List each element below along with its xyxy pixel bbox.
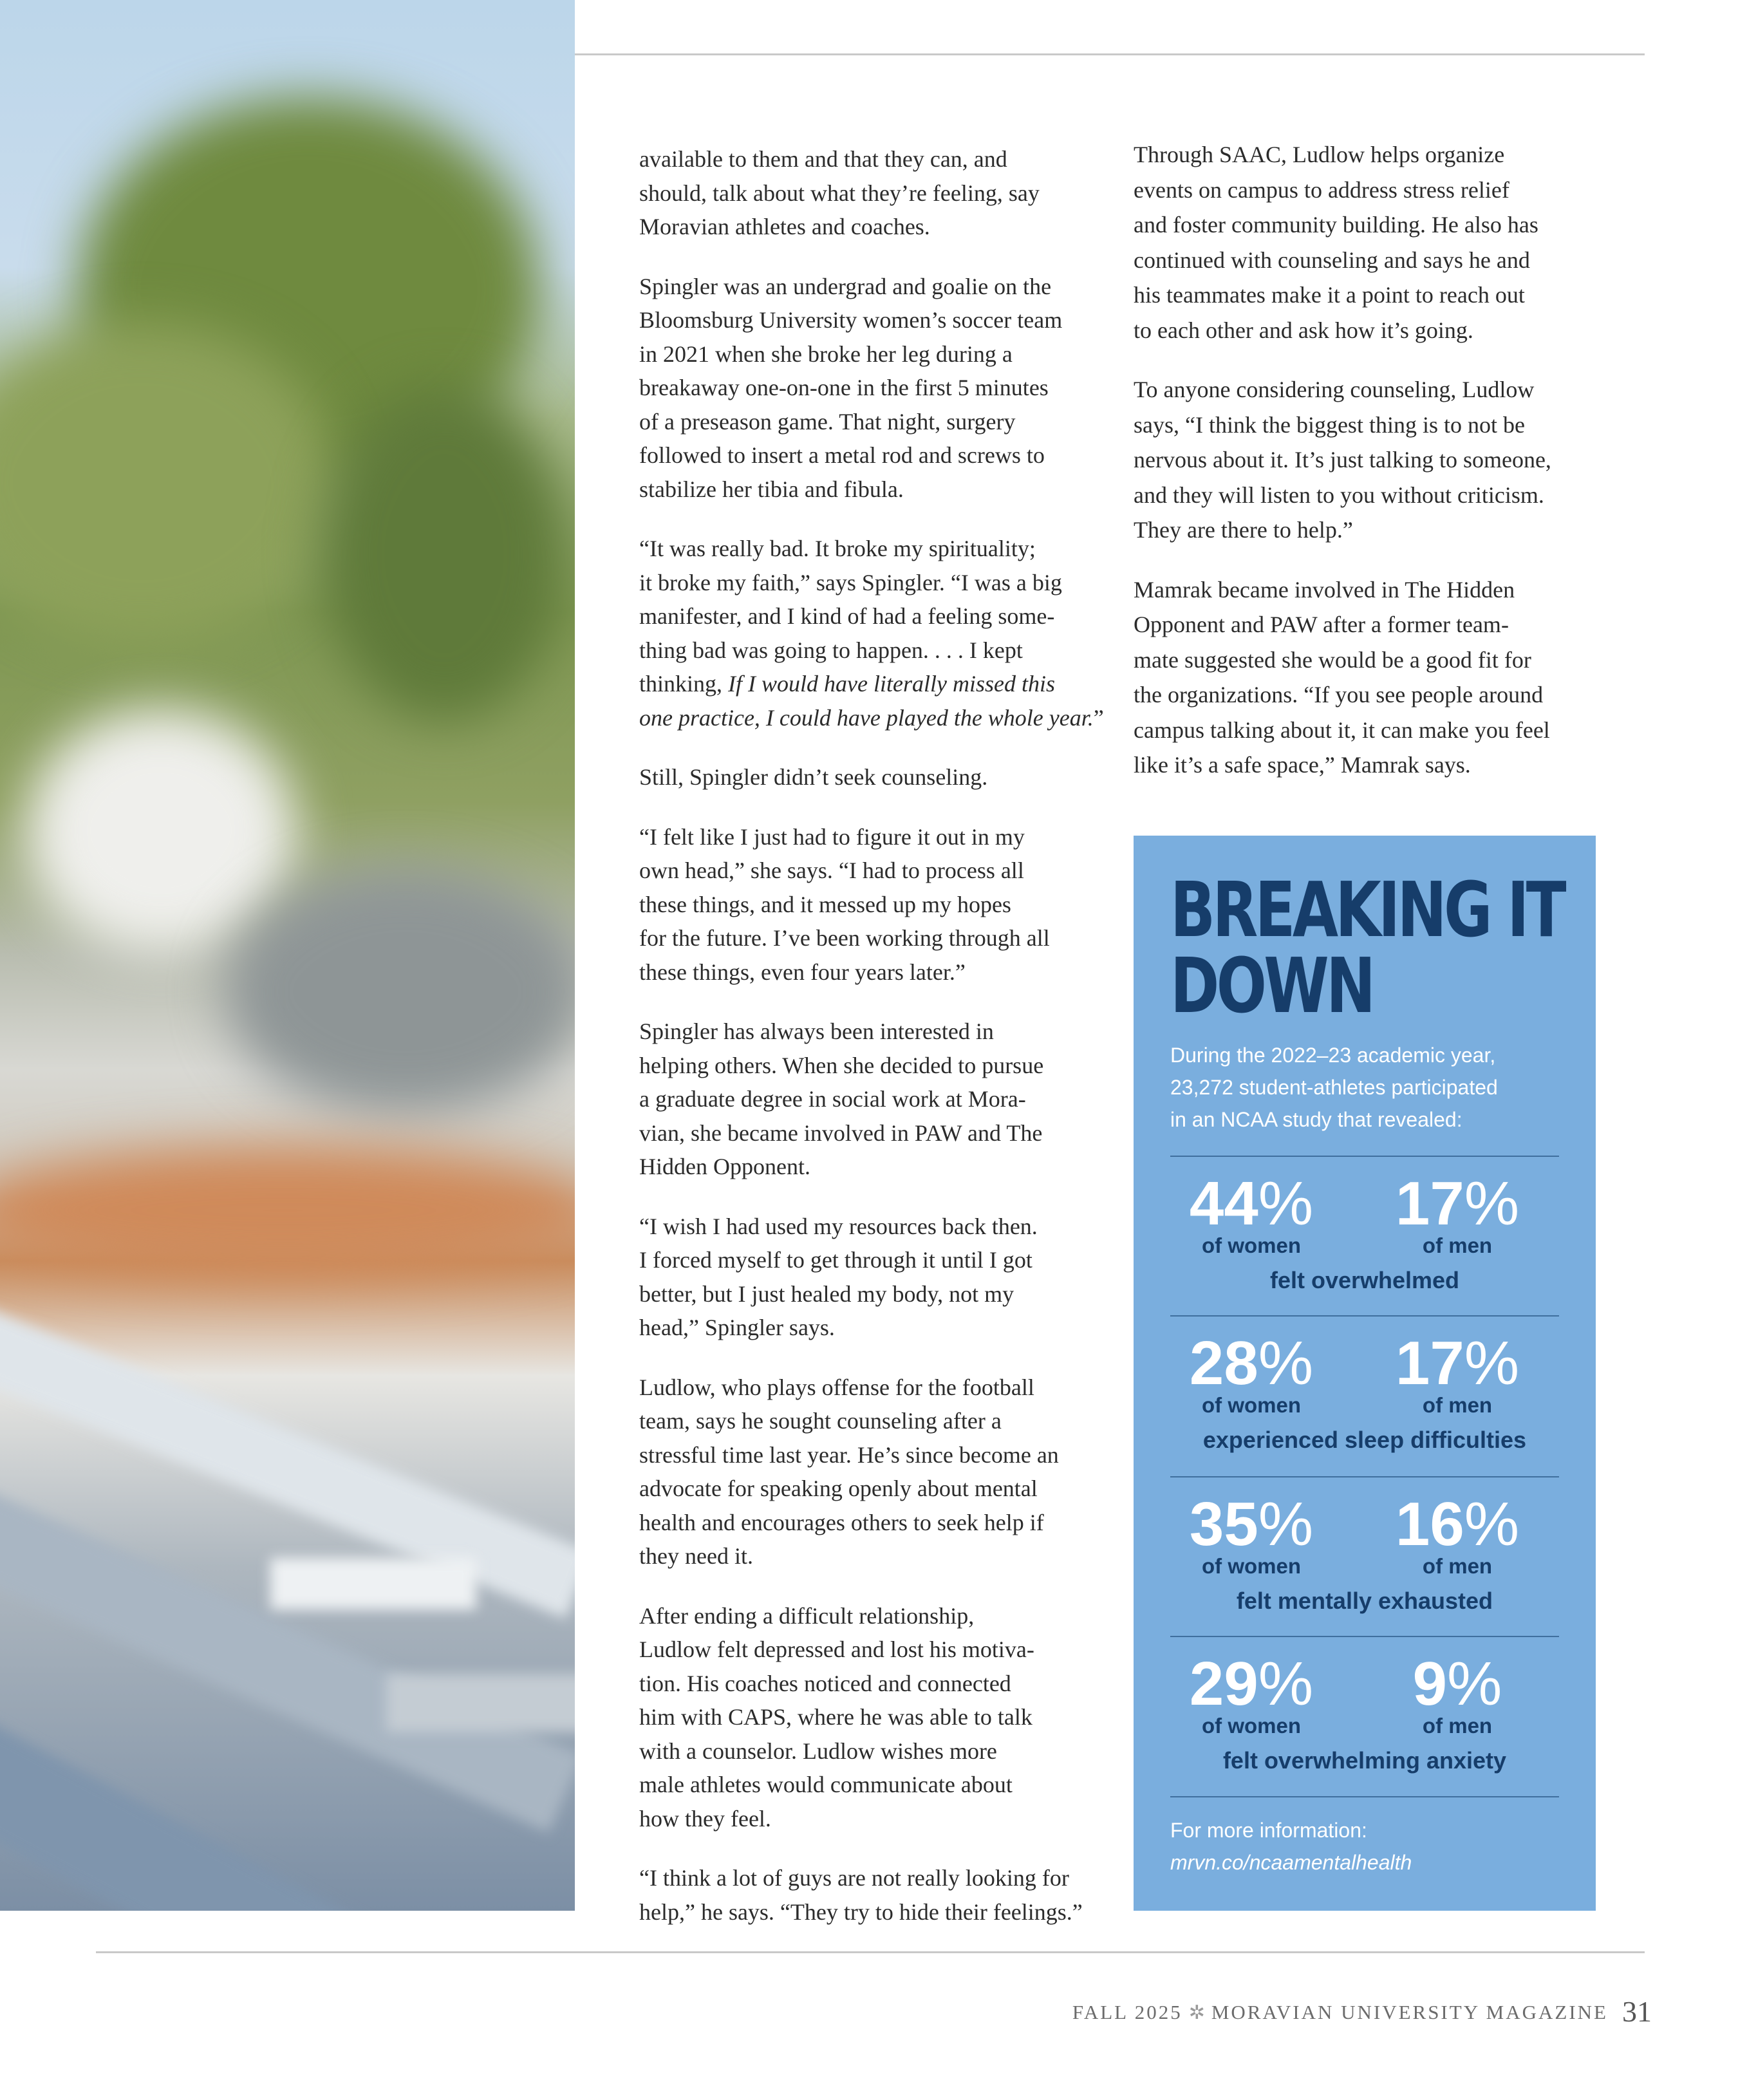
paragraph-4: Still, Spingler didn’t seek counseling. <box>639 764 988 790</box>
sidebar-divider <box>1170 1315 1559 1317</box>
article-left-column <box>639 142 1103 1955</box>
more-info <box>1170 1814 1569 1879</box>
paragraph-8: Ludlow, who plays offense for the football team, says he sought counseling after a stressful time last year. He’s since become an advocate for speaking openly about mental health and encourages others to seek help if they need it. <box>639 1374 1059 1569</box>
thinking-text: thinking, <box>639 671 729 697</box>
paragraph-10: “I think a lot of guys are not really looking for help,” he says. “They try to hide their feelings.” <box>639 1865 1083 1925</box>
stat-block-exhausted <box>1170 1492 1559 1627</box>
stat-description: felt overwhelmed <box>1269 1267 1460 1293</box>
sidebar-divider <box>1170 1636 1559 1637</box>
stat-women-percent: 28% <box>1189 1329 1314 1398</box>
stat-men-percent: 17% <box>1395 1329 1520 1398</box>
stat-block-sleep <box>1170 1331 1559 1467</box>
sidebar-intro: During the 2022–23 academic year, 23,272 student-athletes participated in an NCAA study that revealed: <box>1170 1044 1498 1131</box>
paragraph-3: “It was really bad. It broke my spirituality; it broke my faith,” says Spingler. “I was a big manifester, and I kind of had a feeling some- thing bad was going to happen. . . . I kept thinking, If I would have literally missed this one practice, I could have played the whole year.” <box>639 536 1104 731</box>
sidebar-divider <box>1170 1796 1559 1797</box>
of-women-label: of women <box>1202 1714 1301 1738</box>
stat-women-percent: 44% <box>1189 1169 1314 1238</box>
paragraph-1: available to them and that they can, and should, talk about what they’re feeling, say Moravian athletes and coaches. <box>639 146 1040 239</box>
right-paragraph-3: Mamrak became involved in The Hidden Opponent and PAW after a former team- mate suggested she would be a good fit for the organizations. “If you see people around campus talking about it, it can make you feel like it’s a safe space,” Mamrak says. <box>1134 576 1550 778</box>
italic-thought-1: If I would have literally missed this <box>728 671 1055 697</box>
stat-women-percent: 29% <box>1189 1649 1314 1718</box>
paragraph-6: Spingler has always been interested in helping others. When she decided to pursue a graduate degree in social work at Mora- vian, she became involved in PAW and The Hidden Opponent. <box>639 1018 1044 1179</box>
of-women-label: of women <box>1202 1393 1301 1417</box>
stat-men-percent: 9% <box>1412 1649 1502 1718</box>
article-right-column <box>1134 137 1597 809</box>
sidebar-title: BREAKING IT DOWN <box>1170 865 1564 1030</box>
sidebar-divider <box>1170 1476 1559 1477</box>
stat-description: experienced sleep difficulties <box>1202 1427 1527 1453</box>
paragraph-7: “I wish I had used my resources back then. I forced myself to get through it until I got better, but I just healed my body, not my head,” Spingler says. <box>639 1213 1038 1340</box>
of-men-label: of men <box>1422 1233 1493 1257</box>
stadium-bleachers-photo <box>0 0 575 1911</box>
star-icon: ✲ <box>1188 2002 1205 2023</box>
stat-description: felt mentally exhausted <box>1236 1588 1493 1614</box>
magazine-name: MORAVIAN UNIVERSITY MAGAZINE <box>1211 2001 1608 2023</box>
of-men-label: of men <box>1422 1714 1493 1738</box>
sidebar-divider <box>1170 1156 1559 1157</box>
stat-men-percent: 17% <box>1395 1169 1520 1238</box>
stat-block-overwhelmed <box>1170 1169 1559 1307</box>
of-men-label: of men <box>1422 1554 1493 1578</box>
italic-thought-2: one practice, I could have played the whole year. <box>639 704 1094 731</box>
breaking-it-down-sidebar <box>1134 836 1596 1911</box>
stat-description: felt overwhelming anxiety <box>1222 1747 1507 1774</box>
stat-men-percent: 16% <box>1395 1490 1520 1559</box>
of-men-label: of men <box>1422 1393 1493 1417</box>
paragraph-9: After ending a difficult relationship, Ludlow felt depressed and lost his motiva- tion. His coaches noticed and connected him with CAPS, where he was able to talk with a counselor. Ludlow wishes more male athletes would communicate about how they feel. <box>639 1602 1034 1832</box>
closing-quote: ” <box>1093 704 1104 731</box>
page-footer <box>1072 1994 1652 2029</box>
page-number: 31 <box>1622 1995 1652 2028</box>
more-info-link[interactable]: mrvn.co/ncaamentalhealth <box>1170 1851 1412 1874</box>
issue-season: FALL 2025 <box>1072 2001 1182 2023</box>
right-paragraph-1: Through SAAC, Ludlow helps organize events on campus to address stress relief and foster community building. He also has continued with counseling and says he and his teammates make it a point to reach out to each other and ask how it’s going. <box>1134 142 1538 343</box>
stat-women-percent: 35% <box>1189 1490 1314 1559</box>
of-women-label: of women <box>1202 1554 1301 1578</box>
of-women-label: of women <box>1202 1233 1301 1257</box>
right-paragraph-2: To anyone considering counseling, Ludlow says, “I think the biggest thing is to not be nervous about it. It’s just talking to someone, and they will listen to you without criticism. They are there to help.” <box>1134 377 1551 543</box>
more-info-label: For more information: <box>1170 1819 1367 1842</box>
paragraph-5: “I felt like I just had to figure it out in my own head,” she says. “I had to process all these things, and it messed up my hopes for the future. I’ve been working through all these things, even four years later.” <box>639 823 1050 985</box>
stat-block-anxiety <box>1170 1649 1559 1787</box>
top-rule <box>575 53 1645 55</box>
paragraph-2: Spingler was an undergrad and goalie on the Bloomsburg University women’s soccer team in 2021 when she broke her leg during a breakaway one-on-one in the first 5 minutes of a preseason game. That night, surgery followed to insert a metal rod and screws to stabilize her tibia and fibula. <box>639 273 1063 502</box>
